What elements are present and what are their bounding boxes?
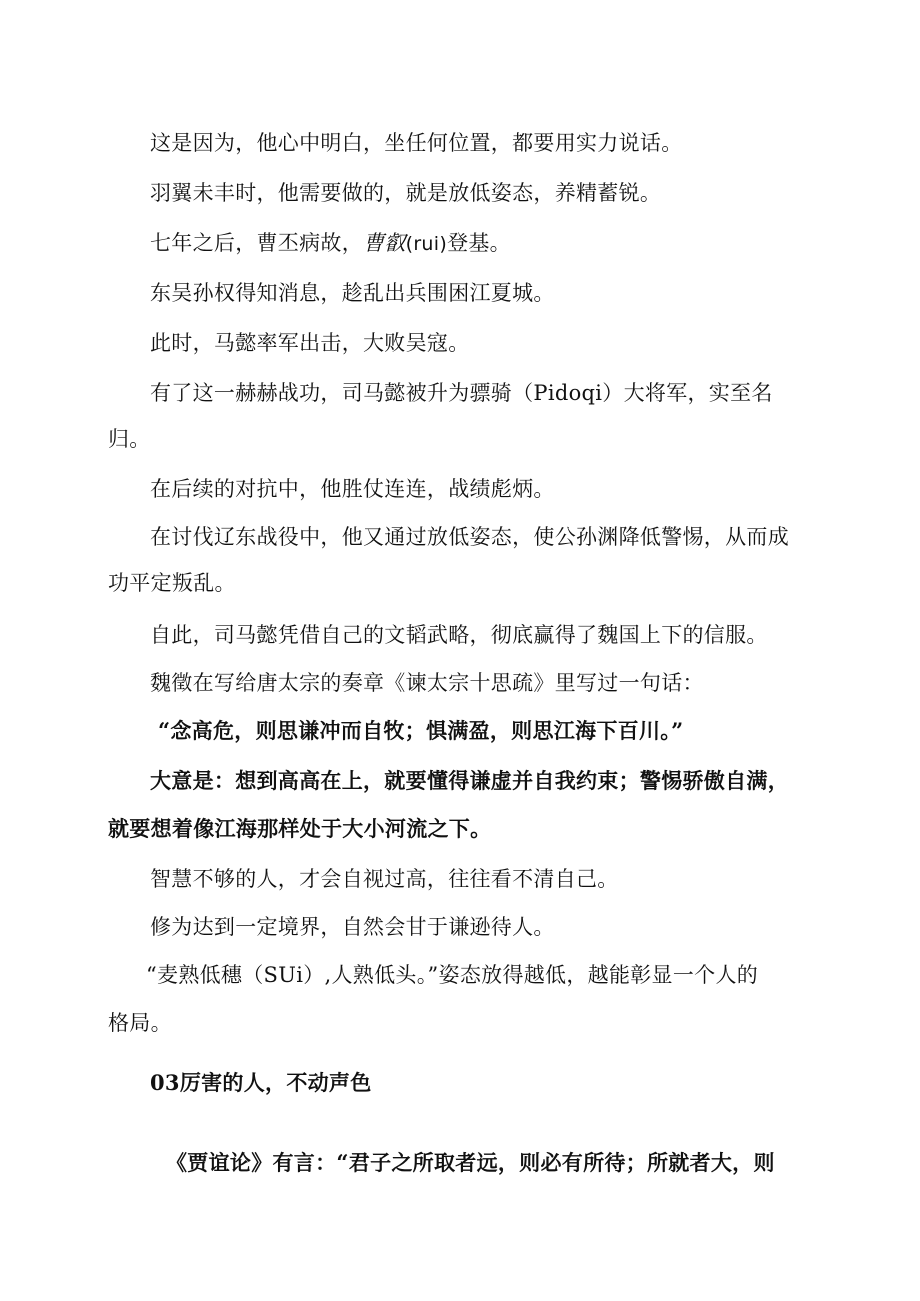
paragraph-10: 魏徵在写给唐太宗的奏章《谏太宗十思疏》里写过一句话：: [150, 671, 704, 695]
paragraph-3: [150, 228, 511, 259]
paragraph-4: 东吴孙权得知消息，趁乱出兵围困江夏城。: [150, 281, 555, 305]
paragraph-7: 在后续的对抗中，他胜仗连连，战绩彪炳。: [150, 477, 555, 501]
paragraph-11-line-2: 就要想着像江海那样处于大小河流之下。: [108, 816, 492, 841]
paragraph-5: 此时，马懿率军出击，大败吴寇。: [150, 331, 470, 355]
paragraph-15: 《贾谊论》有言：“君子之所取者远，则必有所待；所就者大，则: [166, 1150, 775, 1175]
paragraph-1: 这是因为，他心中明白，坐任何位置，都要用实力说话。: [150, 131, 683, 155]
paragraph-3-pinyin: (rui): [405, 233, 448, 255]
paragraph-13: 修为达到一定境界，自然会甘于谦逊待人。: [150, 915, 555, 939]
section-heading: 03厉害的人，不动声色: [150, 1070, 372, 1095]
paragraph-14-line-2: 格局。: [108, 1011, 172, 1035]
paragraph-12: 智慧不够的人，才会自视过高，往往看不清自己。: [150, 867, 619, 891]
paragraph-3-before: 七年之后，曹丕病故，: [150, 231, 363, 255]
paragraph-6-line-2: 归。: [108, 427, 151, 451]
paragraph-11-line-1: 大意是：想到高高在上，就要懂得谦虚并自我约束；警惕骄傲自满，: [150, 768, 789, 793]
paragraph-3-name: 曹叡: [363, 231, 406, 255]
paragraph-3-after: 登基。: [447, 231, 511, 255]
classical-quote: “念高危，则思谦冲而自牧；惧满盈，则思江海下百川。”: [158, 718, 684, 743]
paragraph-8-line-1: 在讨伐辽东战役中，他又通过放低姿态，使公孙渊降低警惕，从而成: [150, 525, 789, 549]
paragraph-14-line-1: “麦熟低穗（SUi）,人熟低头。”姿态放得越低，越能彰显一个人的: [146, 963, 759, 987]
paragraph-6-line-1: 有了这一赫赫战功，司马懿被升为骠骑（Pidoqi）大将军，实至名: [150, 381, 773, 405]
paragraph-9: 自此，司马懿凭借自己的文韬武略，彻底赢得了魏国上下的信服。: [150, 623, 768, 647]
paragraph-2: 羽翼未丰时，他需要做的，就是放低姿态，养精蓄锐。: [150, 181, 662, 205]
paragraph-8-line-2: 功平定叛乱。: [108, 571, 236, 595]
